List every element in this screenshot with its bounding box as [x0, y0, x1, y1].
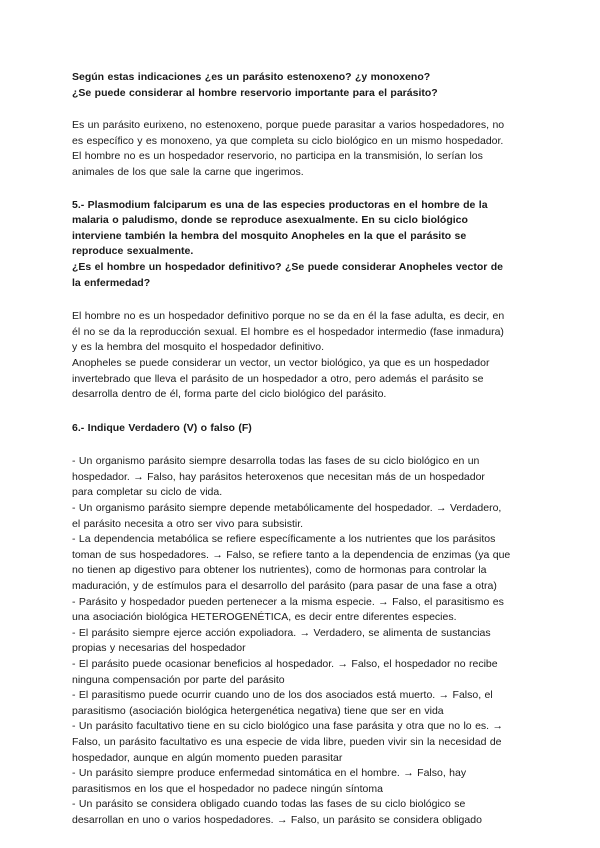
text-line: El hombre no es un hospedador definitivo porque no se da en él la fase adulta, es decir, en — [72, 310, 505, 323]
text-line: 5.- Plasmodium falciparum es una de las especies productoras en el hombre de la — [72, 198, 488, 211]
q6-statements — [72, 454, 550, 828]
text-line: - El parásito siempre ejerce acción expoliadora. → Verdadero, se alimenta de sustancias — [72, 626, 491, 639]
text-line: hospedador, aunque en algún momento pueden parasitar — [72, 751, 343, 764]
section-heading: 6.- Indique Verdadero (V) o falso (F) — [72, 421, 252, 434]
text-line: ¿Se puede considerar al hombre reservorio importante para el parásito? — [72, 86, 438, 99]
text-line: propias y necesarias del hospedador — [72, 642, 246, 655]
text-line: - Parásito y hospedador pueden pertenecer a la misma especie. → Falso, el parasitismo es — [72, 595, 504, 608]
text-line: ninguna compensación por parte del parásito — [72, 673, 285, 686]
text-line: una asociación biológica HETEROGENÉTICA, es decir entre diferentes especies. — [72, 611, 457, 624]
text-line: toman de sus hospedadores. → Falso, se refiere tanto a la dependencia de enzimas (ya que — [72, 548, 511, 561]
text-line: Según estas indicaciones ¿es un parásito estenoxeno? ¿y monoxeno? — [72, 71, 431, 83]
text-line: - Un parásito se considera obligado cuando todas las fases de su ciclo biológico se — [72, 798, 466, 811]
text-line: Falso, un parásito facultativo es una especie de vida libre, pueden vivir sin la necesidad de — [72, 735, 502, 748]
text-line: el parásito necesita a otro ser vivo para subsistir. — [72, 517, 304, 530]
text-line: no tienen ap digestivo para obtener los nutrientes), como de hormonas para controlar la — [72, 564, 487, 577]
text-line: - Un parásito facultativo tiene en su ciclo biológico una fase parásita y otra que no lo es. → — [72, 720, 503, 733]
q4-question — [72, 70, 550, 101]
text-line: parasitismo (asociación biológica hetergenética negativa) tiene que ser en vida — [72, 704, 444, 717]
text-line: malaria o paludismo, donde se reproduce asexualmente. En su ciclo biológico — [72, 214, 468, 227]
text-line: reproduce sexualmente. — [72, 245, 194, 258]
text-line: - Un organismo parásito siempre desarrolla todas las fases de su ciclo biológico en un — [72, 455, 480, 468]
text-line: Anopheles se puede considerar un vector, un vector biológico, ya que es un hospedador — [72, 356, 490, 369]
text-line: - La dependencia metabólica se refiere específicamente a los nutrientes que los parásitos — [72, 533, 496, 546]
q5-answer — [72, 309, 550, 403]
text-line: ¿Es el hombre un hospedador definitivo? ¿Se puede considerar Anopheles vector de — [72, 260, 504, 273]
text-line: animales de los que sale la carne que ingerimos. — [72, 165, 304, 178]
text-line: - Un organismo parásito siempre depende metabólicamente del hospedador. → Verdadero, — [72, 502, 502, 515]
text-line: desarrolla dentro de él, forma parte del ciclo biológico del parásito. — [72, 388, 387, 401]
text-line: él no se da la reproducción sexual. El hombre es el hospedador intermedio (fase inmadura) — [72, 325, 504, 338]
q4-answer — [72, 118, 550, 180]
text-line: invertebrado que lleva el parásito de un hospedador a otro, pero además el parásito se — [72, 372, 484, 385]
text-line: hospedador. → Falso, hay parásitos heteroxenos que necesitan más de un hospedador — [72, 470, 485, 483]
text-line: - El parásito puede ocasionar beneficios al hospedador. → Falso, el hospedador no recibe — [72, 658, 498, 670]
text-line: y es la hembra del mosquito el hospedador definitivo. — [72, 341, 325, 354]
text-line: desarrollan en uno o varios hospedadores. → Falso, un parásito se considera obligado — [72, 813, 482, 826]
text-line: - Un parásito siempre produce enfermedad sintomática en el hombre. → Falso, hay — [72, 767, 467, 780]
q5-question — [72, 198, 550, 292]
text-line: maduración, y de estímulos para el desarrollo del parásito (para pasar de una fase a otra) — [72, 580, 497, 593]
text-line: interviene también la hembra del mosquito Anopheles en la que el parásito se — [72, 229, 467, 242]
text-line: la enfermedad? — [72, 276, 151, 289]
text-line: es específico y es monoxeno, ya que completa su ciclo biológico en un mismo hospedador. — [72, 134, 504, 147]
text-line: - El parasitismo puede ocurrir cuando uno de los dos asociados está muerto. → Falso, el — [72, 689, 493, 702]
text-line: parasitismos en los que el hospedador no padece ningún síntoma — [72, 782, 383, 795]
text-line: El hombre no es un hospedador reservorio, no participa en la transmisión, lo serían los — [72, 150, 483, 163]
text-line: para completar su ciclo de vida. — [72, 486, 223, 499]
text-line: Es un parásito eurixeno, no estenoxeno, porque puede parasitar a varios hospedadores, no — [72, 119, 505, 132]
q6-heading-block — [72, 421, 550, 437]
